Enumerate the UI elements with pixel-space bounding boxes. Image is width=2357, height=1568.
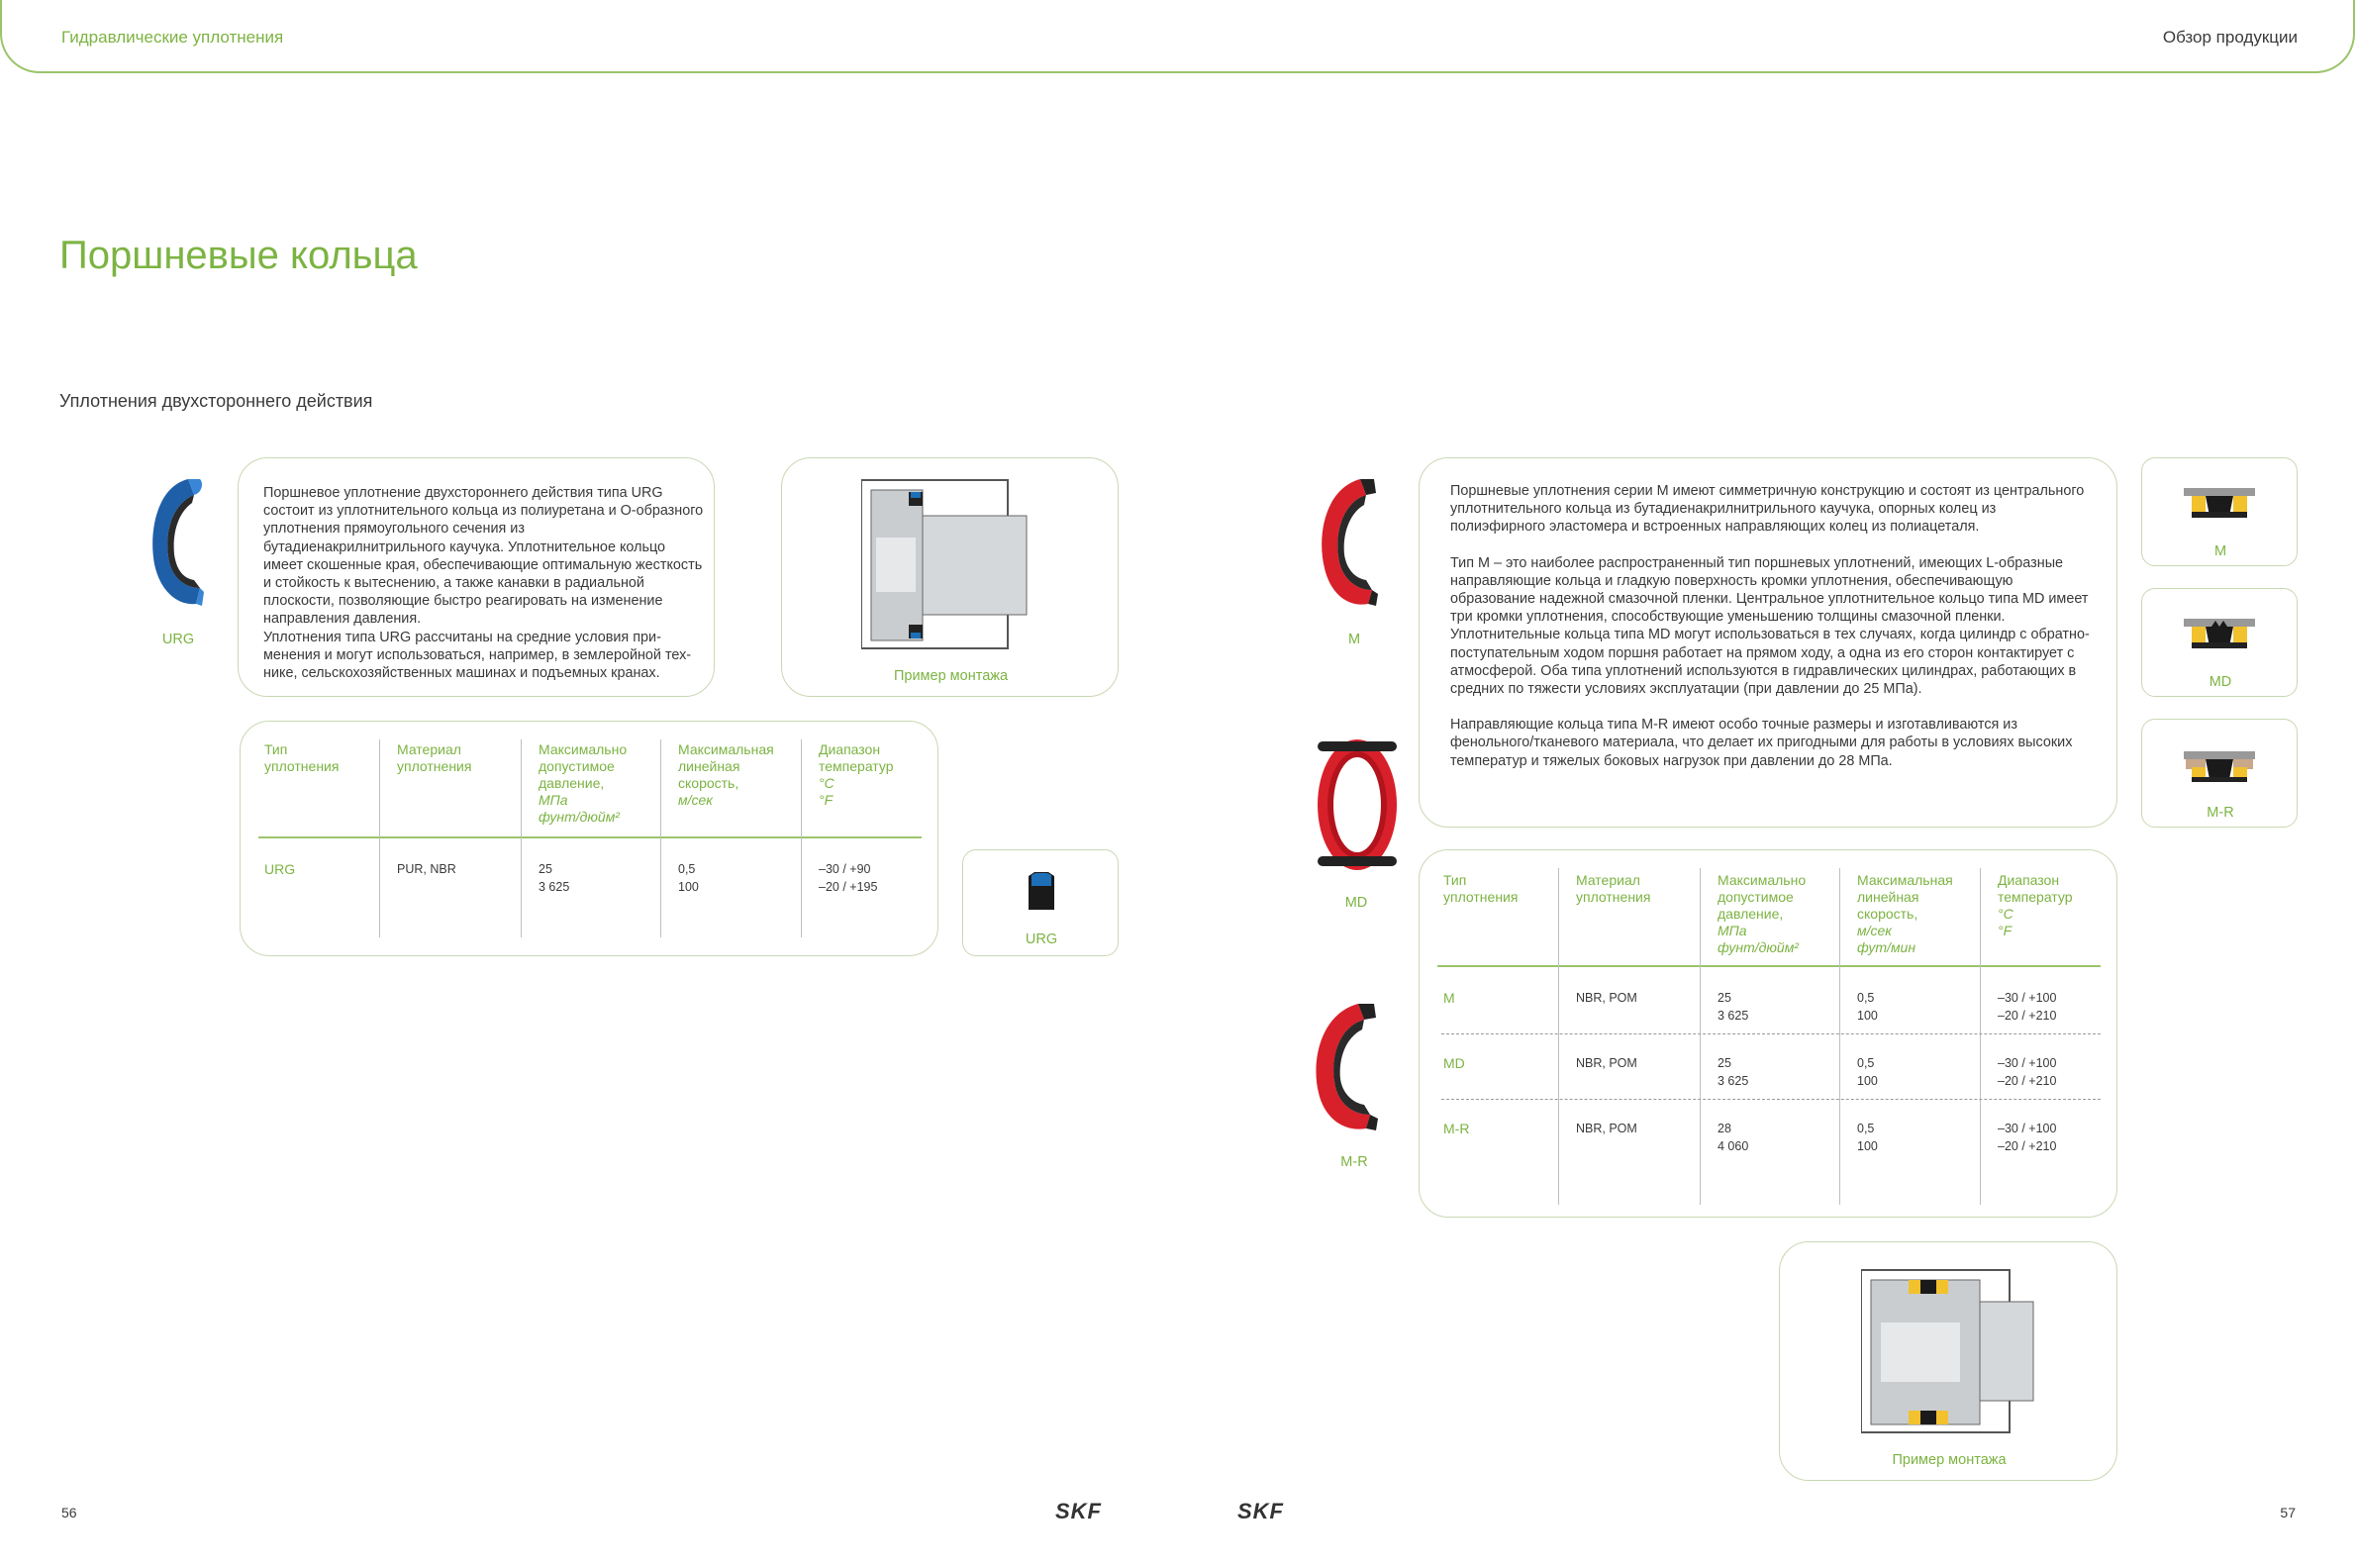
row-m-type: M	[1443, 990, 1455, 1006]
col-header-speed: Максимальная линейная скорость, м/сек	[678, 741, 774, 808]
urg-profile-label: URG	[1025, 931, 1058, 947]
urg-ring-image	[145, 473, 206, 612]
urg-mount-example-box	[781, 457, 1119, 697]
urg-mount-caption: Пример монтажа	[893, 668, 1009, 684]
m-product-label: M	[1347, 632, 1361, 647]
row-md-pressure: 25 3 625	[1718, 1056, 1749, 1088]
col-header-type: Тип уплотнения	[264, 741, 340, 774]
row-md-type: MD	[1443, 1055, 1465, 1071]
row-md-temperature: –30 / +100 –20 / +210	[1998, 1056, 2057, 1088]
row-mr-temperature: –30 / +100 –20 / +210	[1998, 1122, 2057, 1153]
section-subtitle: Уплотнения двухстороннего действия	[59, 391, 373, 411]
page-number-left: 56	[61, 1505, 77, 1520]
header-section-title: Гидравлические уплотнения	[61, 28, 284, 47]
m-series-mount-example-box	[1779, 1241, 2117, 1481]
row-mr-type: M-R	[1443, 1121, 1470, 1136]
page-number-right: 57	[2280, 1505, 2296, 1520]
m-col-header-speed: Максимальная линейная скорость, м/сек фут/мин	[1857, 872, 1953, 955]
m-series-description-box	[1419, 457, 2117, 828]
header-overview-label: Обзор продукции	[2162, 28, 2298, 47]
row-m-speed: 0,5 100	[1857, 991, 1878, 1023]
m-profile-label: M	[2213, 543, 2227, 559]
m-series-mount-caption: Пример монтажа	[1892, 1452, 2007, 1468]
urg-mount-drawing	[861, 478, 1030, 652]
row-urg-type: URG	[264, 861, 296, 877]
md-profile-label: MD	[2209, 674, 2232, 690]
md-ring-image	[1315, 737, 1400, 872]
md-profile-drawing	[2182, 617, 2257, 652]
m-col-header-material: Материал уплотнения	[1576, 872, 1651, 905]
col-header-material: Материал уплотнения	[397, 741, 472, 774]
skf-logo-left: SKF	[1055, 1499, 1102, 1523]
m-col-header-pressure: Максимально допустимое давление, МПа фунт/дюйм²	[1718, 872, 1807, 955]
row-urg-pressure: 25 3 625	[539, 862, 570, 894]
row-m-temperature: –30 / +100 –20 / +210	[1998, 991, 2057, 1023]
row-m-material: NBR, POM	[1576, 991, 1637, 1005]
row-urg-material: PUR, NBR	[397, 862, 456, 876]
m-profile-drawing	[2182, 486, 2257, 522]
m-series-mount-drawing	[1861, 1268, 2035, 1436]
mr-product-label: M-R	[1340, 1154, 1368, 1170]
m-desc-paragraph-1: Поршневые уплотнения серии M имеют симметричную конструкцию и состоят из центрального уплотнительного кольца из бутадиенакрилнитрильного каучука, опорных колец из полиэфирного эластомера и встроенных направляющих колец из полиацеталя.	[1450, 483, 2085, 536]
mr-ring-image	[1309, 998, 1380, 1136]
col-header-temperature: Диапазон температур °C °F	[819, 741, 894, 808]
row-mr-speed: 0,5 100	[1857, 1122, 1878, 1153]
mr-profile-box	[2141, 719, 2298, 828]
urg-description-text: Поршневое уплотнение двухстороннего действия типа URG состоит из уплотнительного кольца из полиуретана и О-образного уплотнения прямоугольного сечения из бутадиенакрилнитрильного каучука. Уплотнительное кольцо имеет скошенные края, обеспечивающие оптимальную жесткость и стойкость к вытеснению, а также канавки в радиальной плоскости, позволяющие быстро реагировать на изменение направления давления. Уплотнения типа URG рассчитаны на средние условия при- менения и могут использоваться, например, в землеройной тех- нике, сельскохозяйственных машинах и подъемных кранах.	[263, 485, 704, 682]
m-ring-image	[1315, 473, 1380, 612]
row-urg-speed: 0,5 100	[678, 862, 699, 894]
row-mr-material: NBR, POM	[1576, 1122, 1637, 1135]
header-frame	[0, 0, 2355, 73]
md-product-label: MD	[1344, 895, 1368, 911]
m-series-description-text	[1450, 482, 2094, 788]
urg-profile-box	[962, 849, 1119, 956]
m-profile-box	[2141, 457, 2298, 566]
row-urg-temperature: –30 / +90 –20 / +195	[819, 862, 878, 894]
urg-spec-table	[240, 721, 938, 956]
mr-profile-label: M-R	[2207, 805, 2234, 821]
skf-logo-right: SKF	[1237, 1499, 1284, 1523]
m-desc-paragraph-2: Тип M – это наиболее распространенный тип поршневых уплотнений, имеющих L-образные направляющие кольца и гладкую поверхность кромки уплотнения, обеспечивающую образование надежной смазочной пленки. Центральное уплотнительное кольцо типа MD имеет три кромки уплотнения, способствующие уменьшению толщины смазочной пленки. Уплотнительные кольца типа MD могут использоваться в тех случаях, когда цилиндр с обратно-поступательным ходом поршня работает на прямом ходу, а одна из его сторон контактирует с атмосферой. Оба типа уплотнений используются в гидравлических цилиндрах, работающих в средних по тяжести условиях эксплуатации (при давлении до 25 МПа).	[1450, 554, 2090, 698]
col-header-pressure: Максимально допустимое давление, МПа фунт/дюйм²	[539, 741, 628, 825]
row-m-pressure: 25 3 625	[1718, 991, 1749, 1023]
row-md-speed: 0,5 100	[1857, 1056, 1878, 1088]
mr-profile-drawing	[2182, 749, 2257, 785]
row-mr-pressure: 28 4 060	[1718, 1122, 1749, 1153]
md-profile-box	[2141, 588, 2298, 697]
m-desc-paragraph-3: Направляющие кольца типа M-R имеют особо точные размеры и изготавливаются из фенольного/тканевого материала, что делает их пригодными для работы в условиях высоких температур и тяжелых боковых нагрузок при давлении до 28 МПа.	[1450, 717, 2073, 769]
urg-description-box	[238, 457, 715, 697]
urg-profile-drawing	[1025, 870, 1058, 912]
row-md-material: NBR, POM	[1576, 1056, 1637, 1070]
m-series-spec-table	[1419, 849, 2117, 1218]
m-col-header-type: Тип уплотнения	[1443, 872, 1519, 905]
urg-product-label: URG	[161, 632, 195, 647]
page-title: Поршневые кольца	[59, 234, 418, 277]
m-col-header-temperature: Диапазон температур °C °F	[1998, 872, 2073, 938]
